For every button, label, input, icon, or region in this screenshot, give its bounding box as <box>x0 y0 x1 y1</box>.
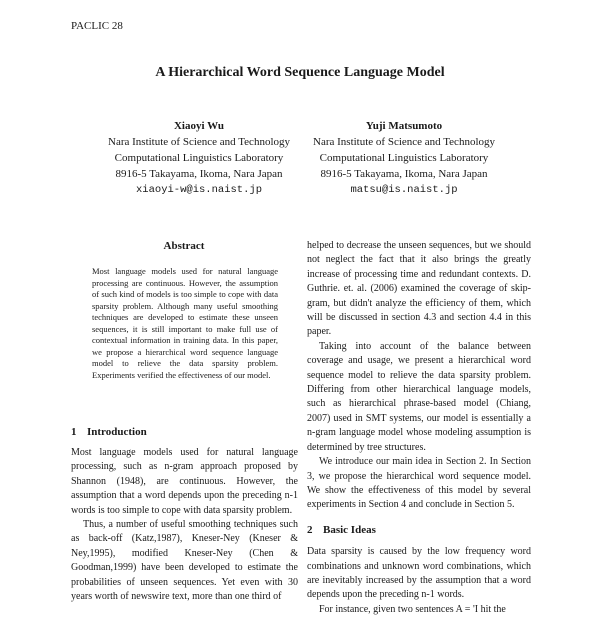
section-1-heading <box>71 426 147 438</box>
paragraph: We introduce our main idea in Section 2. In Section 3, we propose the hierarchical word sequence model. We show the effectiveness of this model by several experiments in Section 4 and conclude in Section 5. <box>307 456 531 511</box>
paragraph: Thus, a number of useful smoothing techniques such as back-off (Katz,1987), Kneser-Ney (Kneser & Ney,1995), modified Kneser-Ney (Chen & Goodman,1999) have been developed to estimate the probabilities of unseen sequences. Yet even with 30 years worth of newswire text, more than one third of <box>71 519 298 603</box>
section-title: Basic Ideas <box>323 523 376 536</box>
paragraph: For instance, given two sentences A = 'I hit the <box>319 603 506 615</box>
author-name: Xiaoyi Wu <box>173 120 225 132</box>
right-column-body <box>307 239 531 617</box>
author-email: xiaoyi-w@is.naist.jp <box>135 184 263 196</box>
section-number: 2 <box>307 523 313 536</box>
paper-title: A Hierarchical Word Sequence Language Model <box>155 65 445 80</box>
paragraph: Taking into account of the balance between coverage and usage, we present a hierarchical word sequence model to relieve the data sparsity problem. Differing from other hierarchical language models, such as hierarchical phrase-based model (Chiang, 2007) used in SMT systems, our model is essentially a n-gram language model whose modeling assumption is determined by tree structures. <box>307 340 531 453</box>
author-affiliation: Nara Institute of Science and Technology <box>108 136 290 148</box>
author-name: Yuji Matsumoto <box>365 120 443 132</box>
section-number: 1 <box>71 426 77 438</box>
paragraph: helped to decrease the unseen sequences, but we should not neglect the fact that it also brings the greatly increase of processing time and redundant contexts. D. Guthrie. et. al. (2006) examined the coverage of skip-gram, but didn't analyze the efficiency of them, which will be discussed in section 4.3 and section 4.4 in this paper. <box>307 240 531 338</box>
author-block-1 <box>96 118 302 198</box>
section-2-heading <box>307 523 531 537</box>
paragraph: Data sparsity is caused by the low frequency word combinations and unknown word combinations, which are inevitably increased by the assumption that a word depends upon the preceding n-1 words. <box>307 546 531 601</box>
section-title: Introduction <box>87 426 147 438</box>
abstract-heading: Abstract <box>163 240 205 252</box>
author-email: matsu@is.naist.jp <box>350 184 458 196</box>
left-column-body <box>71 446 298 604</box>
author-address: 8916-5 Takayama, Ikoma, Nara Japan <box>320 168 488 180</box>
author-address: 8916-5 Takayama, Ikoma, Nara Japan <box>115 168 283 180</box>
abstract-text: Most language models used for natural language processing are continuous. However, the assumption of such kind of models is too simple to cope with data sparsity problem. Although many useful smoothing techniques are developed to estimate these unseen sequences, it is still important to make full use of contextual information in training data. In this paper, we propose a hierarchical word sequence language model to relieve the data sparsity problem. Experiments verified the effectiveness of our model. <box>92 266 278 380</box>
author-lab: Computational Linguistics Laboratory <box>319 152 489 164</box>
paragraph: Most language models used for natural language processing, such as n-gram approach proposed by Shannon (1948), are continuous. However, the assumption that a word depends upon the preceding n-1 words is too simple to cope with data sparsity problem. <box>71 447 298 516</box>
author-lab: Computational Linguistics Laboratory <box>114 152 284 164</box>
author-block-2 <box>300 118 508 198</box>
author-affiliation: Nara Institute of Science and Technology <box>313 136 495 148</box>
conference-header: PACLIC 28 <box>71 20 123 32</box>
